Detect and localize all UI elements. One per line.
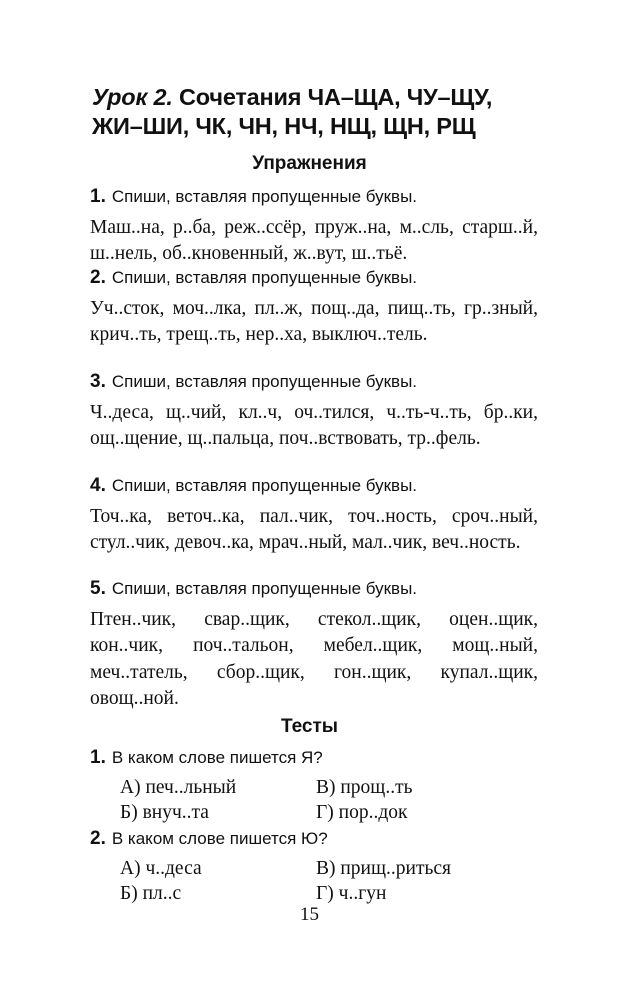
test-question [90, 747, 538, 769]
answer-option-a: А) ч..деса [120, 858, 202, 879]
test-question [90, 828, 538, 850]
answer-option-g: Г) пор..док [316, 802, 408, 823]
exercise-1 [90, 186, 538, 268]
exercise-instruction [90, 475, 538, 497]
instruction-text: Спиши, вставляя пропущенные буквы. [111, 372, 418, 391]
answer-option-b: Б) пл..с [120, 883, 182, 904]
tests-heading: Тесты [280, 716, 339, 737]
exercise-text: Точ..ка, веточ..ка, пал..чик, точ..ность, сроч..ный, стул..чик, девоч..ка, мрач..ный, мал..чик, веч..ность. [90, 506, 538, 554]
lesson-topic-part-2: ЖИ–ШИ, ЧК, ЧН, НЧ, НЩ, ЩН, РЩ [92, 113, 476, 139]
exercise-instruction [90, 267, 538, 289]
answer-options [120, 775, 538, 825]
exercise-number: 5. [90, 578, 106, 599]
instruction-text: Спиши, вставляя пропущенные буквы. [111, 268, 418, 287]
answer-option-v: В) прищ..риться [316, 858, 451, 879]
answer-option-g: Г) ч..гун [316, 883, 387, 904]
exercise-2 [90, 267, 538, 349]
exercise-4 [90, 475, 538, 557]
exercise-text: Маш..на, р..ба, реж..ссёр, пруж..на, м..сль, старш..й, ш..нель, об..кновенный, ж..вут, ш..тьё. [90, 217, 538, 265]
instruction-text: Спиши, вставляя пропущенные буквы. [111, 579, 418, 598]
test-number: 1. [90, 747, 106, 768]
exercise-instruction [90, 371, 538, 393]
instruction-text: Спиши, вставляя пропущенные буквы. [111, 476, 418, 495]
answer-option-v: В) прощ..ть [316, 777, 413, 798]
exercise-number: 1. [90, 186, 106, 207]
lesson-title-line-1 [92, 83, 532, 112]
exercise-text: Птен..чик, свар..щик, стекол..щик, оцен..щик, кон..чик, поч..тальон, мебел..щик, мощ..ный, меч..татель, сбор..щик, гон..щик, купал..щик, овощ..ной. [90, 609, 538, 709]
exercise-3 [90, 371, 538, 453]
answer-option-b: Б) внуч..та [120, 802, 209, 823]
exercise-instruction [90, 186, 538, 208]
exercise-instruction [90, 578, 538, 600]
test-number: 2. [90, 828, 106, 849]
exercise-number: 3. [90, 371, 106, 392]
answer-options [120, 856, 538, 906]
test-1 [90, 747, 538, 825]
lesson-title [92, 83, 532, 141]
exercise-number: 2. [90, 267, 106, 288]
instruction-text: Спиши, вставляя пропущенные буквы. [111, 187, 418, 206]
question-text: В каком слове пишется Ю? [111, 829, 328, 848]
page-number: 15 [300, 904, 319, 925]
test-2 [90, 828, 538, 906]
lesson-topic-part-1: Сочетания ЧА–ЩА, ЧУ–ЩУ, [179, 84, 493, 110]
answer-option-a: А) печ..льный [120, 777, 237, 798]
exercise-5 [90, 578, 538, 712]
lesson-label: Урок 2. [92, 84, 173, 110]
exercise-number: 4. [90, 475, 106, 496]
exercises-heading: Упражнения [252, 153, 367, 174]
exercise-text: Уч..сток, моч..лка, пл..ж, пощ..да, пищ..ть, гр..зный, крич..ть, трещ..ть, нер..ха, выключ..тель. [90, 298, 538, 346]
exercise-text: Ч..деса, щ..чий, кл..ч, оч..тился, ч..ть-ч..ть, бр..ки, ощ..щение, щ..пальца, поч..вствовать, тр..фель. [90, 402, 538, 450]
question-text: В каком слове пишется Я? [111, 748, 323, 767]
